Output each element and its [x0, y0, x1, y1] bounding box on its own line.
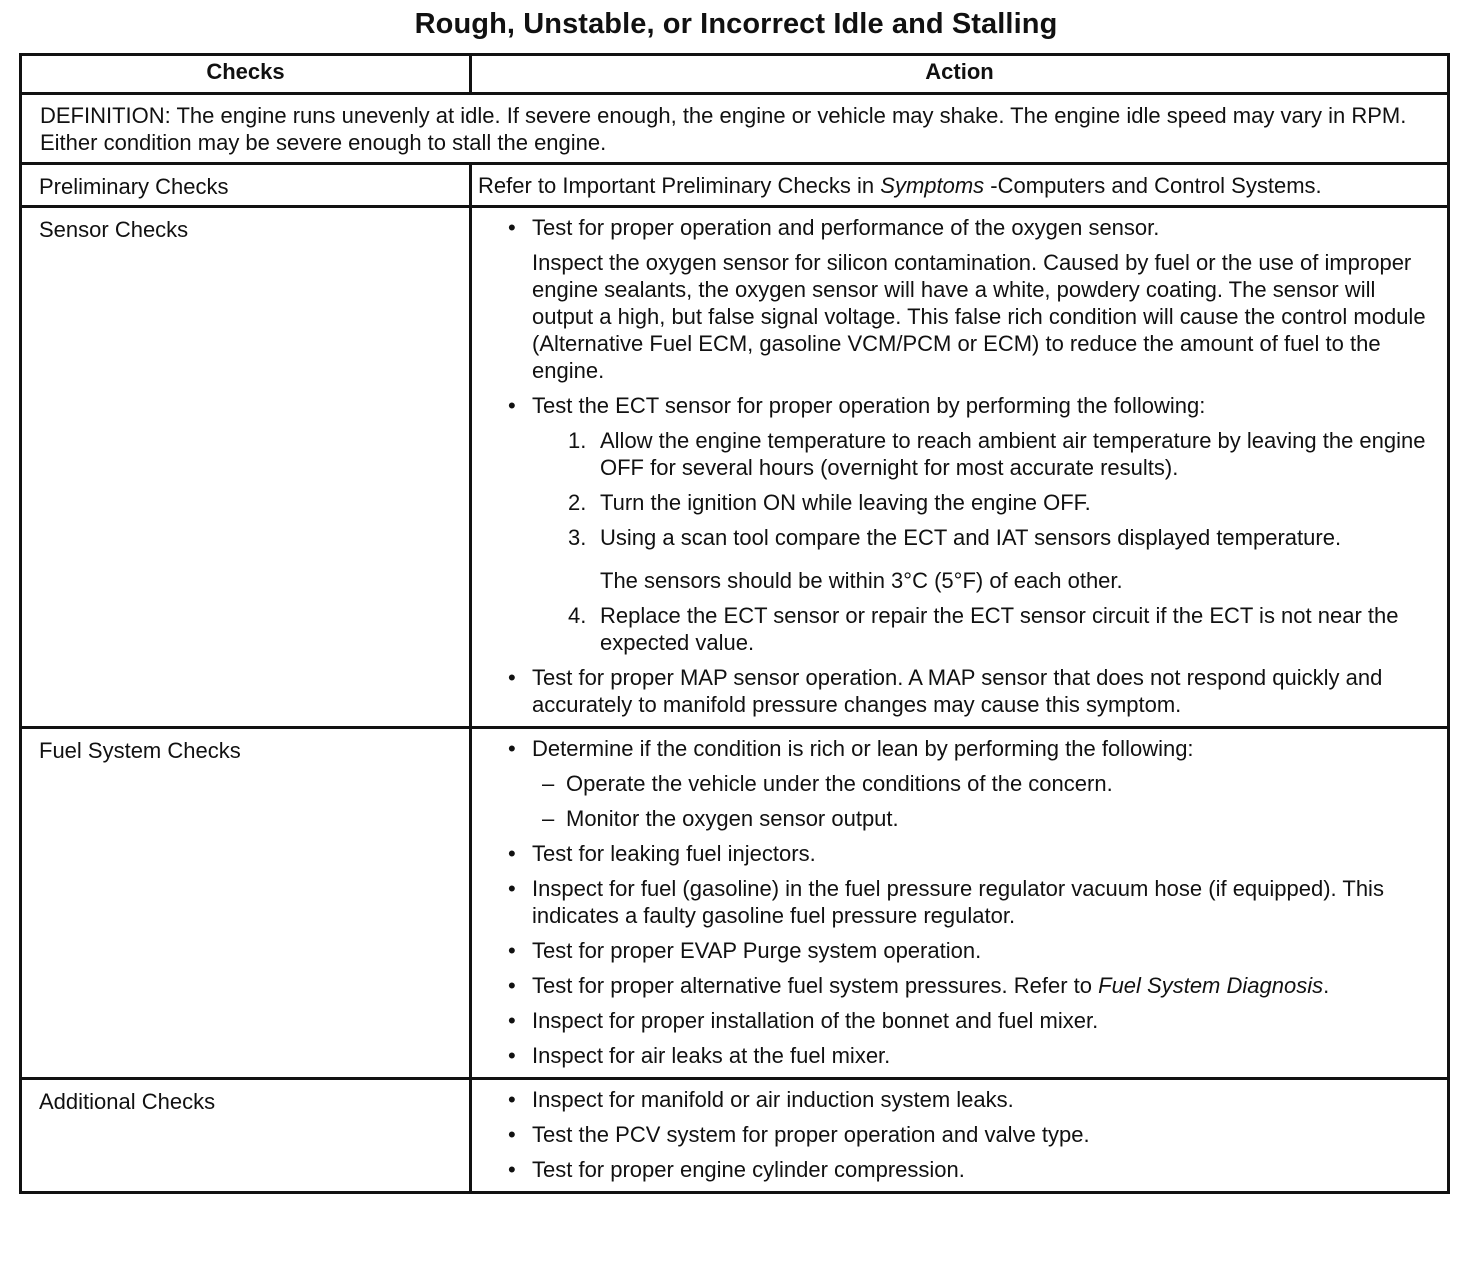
- bullet-icon: •: [508, 841, 516, 866]
- bullet-icon: •: [508, 973, 516, 998]
- definition-text: DEFINITION: The engine runs unevenly at idle. If severe enough, the engine or vehicle may shake. The engine idle speed may vary in RPM. Either condition may be severe enough to stall the engine.: [21, 94, 1449, 164]
- bullet-icon: •: [508, 215, 516, 240]
- fuel-bullet-5-suffix: .: [1323, 973, 1330, 998]
- list-item: [508, 735, 1431, 832]
- fuel-row: [21, 728, 1449, 1079]
- fuel-bullet-4: Test for proper EVAP Purge system operation.: [532, 938, 982, 963]
- sensor-bullet-1-note: Inspect the oxygen sensor for silicon contamination. Caused by fuel or the use of improper engine sealants, the oxygen sensor will have a white, powdery coating. The sensor will output a high, but false signal voltage. This false rich condition will cause the control module (Alternative Fuel ECM, gasoline VCM/PCM or ECM) to reduce the amount of fuel to the engine.: [532, 250, 1426, 383]
- fuel-bullet-2: Test for leaking fuel injectors.: [532, 841, 816, 866]
- step-note: The sensors should be within 3°C (5°F) of each other.: [600, 568, 1123, 593]
- fuel-dash-list: [532, 770, 1431, 832]
- ect-steps: [532, 427, 1431, 656]
- preliminary-action-prefix: Refer to Important Preliminary Checks in: [478, 173, 881, 198]
- list-item: [508, 1121, 1431, 1148]
- additional-item: Test the PCV system for proper operation and valve type.: [532, 1122, 1090, 1147]
- list-item: [508, 972, 1431, 999]
- preliminary-action-suffix: -Computers and Control Systems.: [984, 173, 1322, 198]
- bullet-icon: •: [508, 1008, 516, 1033]
- action-header: Action: [471, 55, 1449, 94]
- diagnostic-table: [19, 53, 1450, 1194]
- fuel-bullet-7: Inspect for air leaks at the fuel mixer.: [532, 1043, 891, 1068]
- dash-text: Monitor the oxygen sensor output.: [566, 806, 899, 831]
- bullet-icon: •: [508, 393, 516, 418]
- bullet-icon: •: [508, 1043, 516, 1068]
- additional-item: Inspect for manifold or air induction system leaks.: [532, 1087, 1014, 1112]
- fuel-bullet-5-ref: Fuel System Diagnosis: [1098, 973, 1324, 998]
- step-text: Replace the ECT sensor or repair the ECT sensor circuit if the ECT is not near the expected value.: [600, 603, 1399, 655]
- bullet-icon: •: [508, 665, 516, 690]
- list-item: [508, 875, 1431, 929]
- list-item: [508, 840, 1431, 867]
- checks-header: Checks: [21, 55, 471, 94]
- step-text: Allow the engine temperature to reach ambient air temperature by leaving the engine OFF for several hours (overnight for most accurate results).: [600, 428, 1426, 480]
- sensor-bullet-1: Test for proper operation and performance of the oxygen sensor.: [532, 215, 1160, 240]
- additional-label: Additional Checks: [21, 1079, 471, 1193]
- step-number: 4.: [568, 603, 587, 628]
- list-item: [508, 664, 1431, 718]
- list-item: [508, 392, 1431, 656]
- dash-icon: –: [542, 771, 555, 796]
- sensor-bullet-2: Test the ECT sensor for proper operation by performing the following:: [532, 393, 1206, 418]
- dash-item: [542, 805, 1431, 832]
- preliminary-row: [21, 164, 1449, 207]
- page-title: Rough, Unstable, or Incorrect Idle and Stalling: [414, 8, 1058, 40]
- list-item: [508, 214, 1431, 384]
- fuel-label: Fuel System Checks: [21, 728, 471, 1079]
- step-number: 3.: [568, 525, 587, 550]
- bullet-icon: •: [508, 1087, 516, 1112]
- fuel-bullet-5-prefix: Test for proper alternative fuel system pressures. Refer to: [532, 973, 1099, 998]
- fuel-actions: [471, 728, 1449, 1079]
- bullet-icon: •: [508, 736, 516, 761]
- preliminary-label: Preliminary Checks: [21, 164, 471, 207]
- step-number: 2.: [568, 490, 587, 515]
- dash-icon: –: [542, 806, 555, 831]
- fuel-bullet-5: [532, 972, 1431, 999]
- fuel-bullet-3: Inspect for fuel (gasoline) in the fuel pressure regulator vacuum hose (if equipped). This indicates a faulty gasoline fuel pressure regulator.: [532, 876, 1384, 928]
- step-number: 1.: [568, 428, 587, 453]
- list-item: [508, 1042, 1431, 1069]
- dash-text: Operate the vehicle under the conditions of the concern.: [566, 771, 1113, 796]
- list-item: [508, 1086, 1431, 1113]
- fuel-bullet-6: Inspect for proper installation of the bonnet and fuel mixer.: [532, 1008, 1099, 1033]
- step-text: Using a scan tool compare the ECT and IAT sensors displayed temperature.: [600, 525, 1342, 550]
- sensor-label: Sensor Checks: [21, 207, 471, 728]
- list-item: [508, 1156, 1431, 1183]
- definition-row: [21, 94, 1449, 164]
- additional-actions: [471, 1079, 1449, 1193]
- sensor-bullet-3: Test for proper MAP sensor operation. A MAP sensor that does not respond quickly and accurately to manifold pressure changes may cause this symptom.: [532, 665, 1383, 717]
- additional-row: [21, 1079, 1449, 1193]
- additional-item: Test for proper engine cylinder compression.: [532, 1157, 965, 1182]
- list-item: [508, 937, 1431, 964]
- step-item: [568, 524, 1431, 594]
- sensor-actions: [471, 207, 1449, 728]
- bullet-icon: •: [508, 876, 516, 901]
- dash-item: [542, 770, 1431, 797]
- preliminary-action: [471, 164, 1449, 207]
- preliminary-action-ref: Symptoms: [880, 173, 985, 198]
- fuel-bullet-1: Determine if the condition is rich or lean by performing the following:: [532, 736, 1194, 761]
- list-item: [508, 1007, 1431, 1034]
- bullet-icon: •: [508, 1157, 516, 1182]
- step-item: [568, 489, 1431, 516]
- step-item: [568, 427, 1431, 481]
- header-row: [21, 55, 1449, 94]
- bullet-icon: •: [508, 938, 516, 963]
- step-item: [568, 602, 1431, 656]
- sensor-row: [21, 207, 1449, 728]
- step-text: Turn the ignition ON while leaving the engine OFF.: [600, 490, 1091, 515]
- bullet-icon: •: [508, 1122, 516, 1147]
